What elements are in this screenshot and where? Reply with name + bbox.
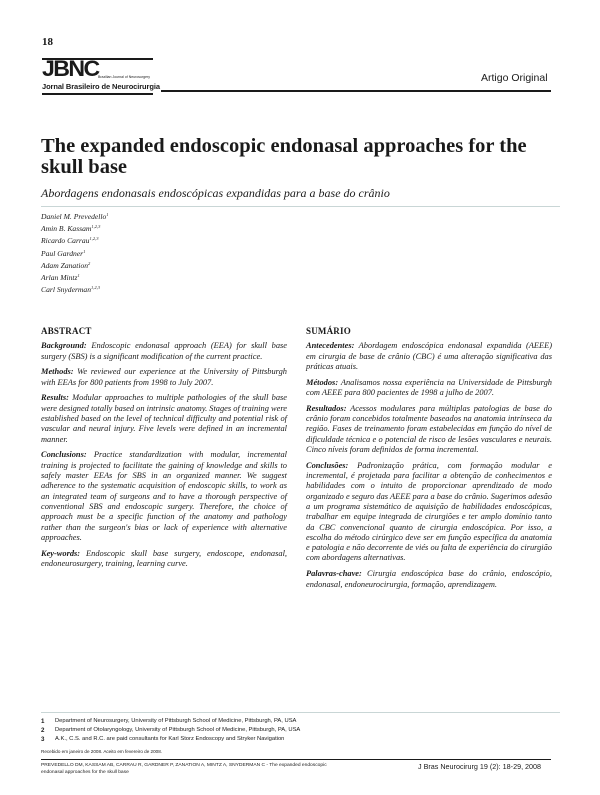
logo-full-name: Jornal Brasileiro de Neurocirurgia xyxy=(42,82,160,91)
journal-reference: J Bras Neurocirurg 19 (2): 18-29, 2008 xyxy=(418,762,542,771)
footer-rule xyxy=(41,759,551,760)
sumario-palavras-chave: Palavras-chave: Cirurgia endoscópica base do crânio, endoscópio, endonasal, endoneurocirurgia, formação, aprendizagem. xyxy=(306,569,552,589)
author: Daniel M. Prevedello$^1$ xyxy=(41,212,109,221)
sumario-antecedentes: Antecedentes: Abordagem endoscópica endonasal expandida (AEEE) em cirurgia de base de crânio (CBC) é uma alteração significativa das práticas atuais. xyxy=(306,341,552,371)
footnotes xyxy=(41,717,300,744)
received-date: Recebido em janeiro de 2008. Aceito em fevereiro de 2008. xyxy=(41,749,163,754)
footnote: 2 Department of Otolaryngology, University of Pittsburgh School of Medicine, Pittsburgh, PA, USA xyxy=(41,727,301,734)
logo-english-name: Brazilian Journal of Neurosurgery xyxy=(98,75,150,79)
article-title: The expanded endoscopic endonasal approaches for the skull base xyxy=(41,135,527,178)
footnote-divider xyxy=(41,712,560,713)
page-number: 18 xyxy=(42,36,53,48)
abstract-keywords: Key-words: Endoscopic skull base surgery, endoscope, endonasal, endoneurosurgery, training, learning curve. xyxy=(41,548,287,568)
abstract-methods: Methods: We reviewed our experience at the University of Pittsburgh with EEAs for 800 patients from 1998 to July 2007. xyxy=(41,367,287,387)
author-list xyxy=(41,210,109,295)
header-rule xyxy=(161,90,551,92)
abstract-background: Background: Endoscopic endonasal approach (EEA) for skull base surgery (SBS) is a significant modification of the current practice. xyxy=(41,341,287,361)
journal-logo xyxy=(42,56,160,93)
author: Ricardo Carrau$^{1,2,3}$ xyxy=(41,236,99,246)
abstract-conclusions: Conclusions: Practice standardization with modular, incremental training is projected to facilitate the gaining of knowledge and skills to safely master EEAs for SBS in an organized manner. We suggest adherence to the systematic acquisition of endoscopic skills, to work as an integrated team of surgeons and to have a thorough perspective of conventional SBS and endoscopic surgery. Therefore, the choice of approach must be a specific function of the anatomy and pathology rather than the surgeon's bias or lack of experience with alternative approaches. xyxy=(41,450,287,542)
author: Carl Snyderman$^{1,2,3}$ xyxy=(41,285,100,295)
sumario-column xyxy=(306,326,552,595)
sumario-metodos: Métodos: Analisamos nossa experiência na Universidade de Pittsburgh com AEEE para 800 pacientes de 1998 a julho de 2007. xyxy=(306,377,552,397)
footnote: 1 Department of Neurosurgery, University of Pittsburgh School of Medicine, Pittsburgh, PA, USA xyxy=(41,718,297,725)
sumario-heading: SUMÁRIO xyxy=(306,326,351,336)
abstract-results: Results: Modular approaches to multiple pathologies of the skull base were designed totally based on intrinsic anatomy. Stages of training were established based on the level of technical difficulty and potential risk of vascular and neural injury. Five levels were defined in an incremental manner. xyxy=(41,393,287,444)
abstract-heading: ABSTRACT xyxy=(41,326,92,336)
author: Arlan Mintz$^1$ xyxy=(41,273,80,283)
author: Adam Zanation$^2$ xyxy=(41,260,91,270)
sumario-conclusoes: Conclusões: Padronização prática, com formação modular e incremental, é projetada para facilitar a obtenção de conhecimentos e habilidades com o intuito de proporcionar aprendizado de modo organizado e seguro das AEEE para a base do crânio. Sugerimos adesão a um programa sistemático de aquisição de habilidades endoscópicas, trabalhar em equipe integrada de cirurgiões e ter amplo domínio tanto da CBC convencional quanto de cirurgia endoscópica. Por isso, a escolha do método cirúrgico deve ser em função específica da anatomia e patologia e não decorrente de viés ou falta de experiência do cirurgião com abordagens alternativas. xyxy=(306,460,552,563)
footer-citation: PREVEDELLO DM, KASSAM AB, CARRAU R, GARDNER P, ZANATION A, MINTZ A, SNYDERMAN C - The expanded endoscopic endonasal approaches for the skull base xyxy=(41,763,327,775)
section-label: Artigo Original xyxy=(481,72,548,84)
sumario-resultados: Resultados: Acessos modulares para múltiplas patologias de base do crânio foram concebidos totalmente baseados na anatomia intrínseca da região. Fases de treinamento foram estabelecidas em função do nível de dificuldade técnica e o potencial de risco de lesões vasculares e neurais. Cinco níveis foram definidos de forma incremental. xyxy=(306,403,552,454)
abstract-column xyxy=(41,326,287,575)
title-divider xyxy=(41,206,560,207)
author: Amin B. Kassam$^{1,2,3}$ xyxy=(41,224,101,234)
logo-acronym: JBNC xyxy=(42,56,99,81)
logo-bottom-rule xyxy=(42,93,153,95)
footnote: 3 A.K., C.S. and R.C. are paid consultants for Karl Storz Endoscopy and Stryker Navigation xyxy=(41,736,285,743)
article-subtitle: Abordagens endonasais endoscópicas expandidas para a base do crânio xyxy=(41,186,390,200)
author: Paul Gardner$^1$ xyxy=(41,248,86,258)
